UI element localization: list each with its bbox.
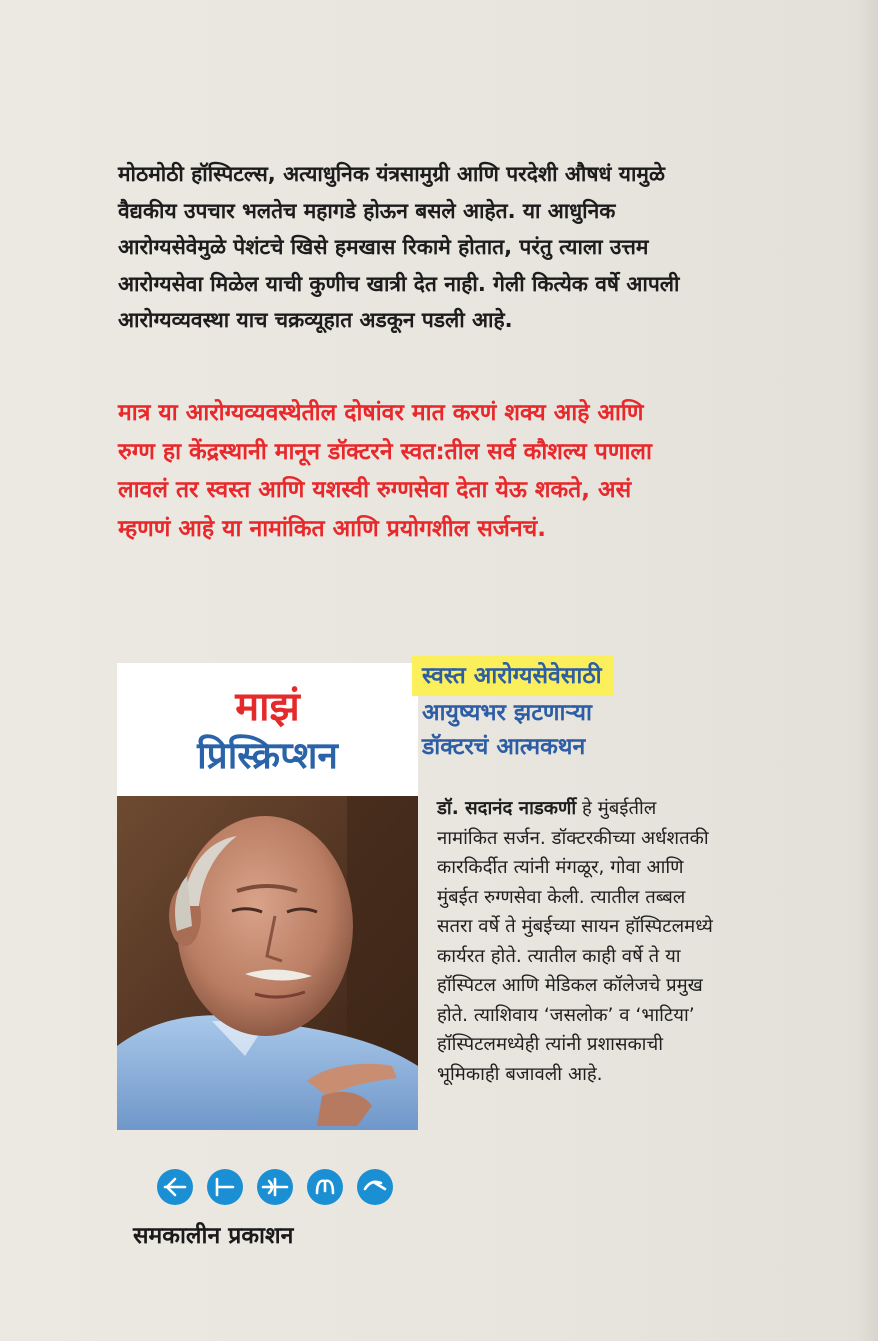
blurb-paragraph-2 — [118, 394, 798, 548]
tagline-line: आयुष्यभर झटणाऱ्या — [422, 700, 592, 726]
tagline-line-highlighted: स्वस्त आरोग्यसेवेसाठी — [412, 656, 614, 696]
bio-first-line — [437, 794, 837, 824]
book-title-line-1: माझं — [235, 684, 300, 730]
publisher-name: समकालीन प्रकाशन — [133, 1223, 294, 1249]
bio-line: मुंबईत रुग्णसेवा केली. त्यातील तब्बल — [437, 886, 686, 908]
bio-first-line-rest: हे मुंबईतील — [576, 798, 657, 819]
bio-line: हॉस्पिटल आणि मेडिकल कॉलेजचे प्रमुख — [437, 975, 703, 996]
author-portrait-illustration — [117, 796, 418, 1130]
tagline-line: डॉक्टरचं आत्मकथन — [422, 734, 586, 760]
blurb-line: मोठमोठी हॉस्पिटल्स, अत्याधुनिक यंत्रसामुग्री आणि परदेशी औषधं यामुळे — [118, 162, 665, 186]
book-title-box — [117, 663, 418, 796]
publisher-logo-icon — [155, 1167, 395, 1207]
bio-line: भूमिकाही बजावली आहे. — [437, 1063, 603, 1085]
bio-line: कार्यरत होते. त्यातील काही वर्षे ते या — [437, 945, 681, 967]
blurb-line: म्हणणं आहे या नामांकित आणि प्रयोगशील सर्जनचं. — [118, 515, 546, 542]
publisher-logo — [155, 1167, 395, 1207]
bio-line: सतरा वर्षे ते मुंबईच्या सायन हॉस्पिटलमध्ये — [437, 916, 713, 937]
blurb-line: आरोग्यव्यवस्था याच चक्रव्यूहात अडकून पडली आहे. — [118, 308, 513, 332]
author-photo — [117, 796, 418, 1130]
blurb-line: आरोग्यसेवेमुळे पेशंटचे खिसे हमखास रिकामे होतात, परंतु त्याला उत्तम — [118, 235, 649, 259]
blurb-line: वैद्यकीय उपचार भलतेच महागडे होऊन बसले आहेत. या आधुनिक — [118, 198, 616, 223]
bio-line: हॉस्पिटलमध्येही त्यांनी प्रशासकाची — [437, 1034, 663, 1055]
author-bio — [437, 794, 837, 1089]
book-tagline — [412, 653, 832, 764]
book-title-line-2: प्रिस्क्रिप्शन — [197, 734, 338, 777]
bio-line: होते. त्याशिवाय ‘जसलोक’ व ‘भाटिया’ — [437, 1004, 695, 1026]
blurb-line: रुग्ण हा केंद्रस्थानी मानून डॉक्टरने स्वत:तील सर्व कौशल्य पणाला — [118, 438, 652, 465]
bio-line: कारकिर्दीत त्यांनी मंगळूर, गोवा आणि — [437, 857, 684, 878]
bio-line: नामांकित सर्जन. डॉक्टरकीच्या अर्धशतकी — [437, 827, 709, 849]
author-name: डॉ. सदानंद नाडकर्णी — [437, 798, 577, 819]
blurb-line: मात्र या आरोग्यव्यवस्थेतील दोषांवर मात करणं शक्य आहे आणि — [118, 400, 644, 426]
blurb-line: लावलं तर स्वस्त आणि यशस्वी रुग्णसेवा देता येऊ शकते, असं — [118, 477, 632, 503]
blurb-line: आरोग्यसेवा मिळेल याची कुणीच खात्री देत नाही. गेली कित्येक वर्षे आपली — [118, 271, 680, 296]
blurb-paragraph-1 — [118, 156, 798, 339]
